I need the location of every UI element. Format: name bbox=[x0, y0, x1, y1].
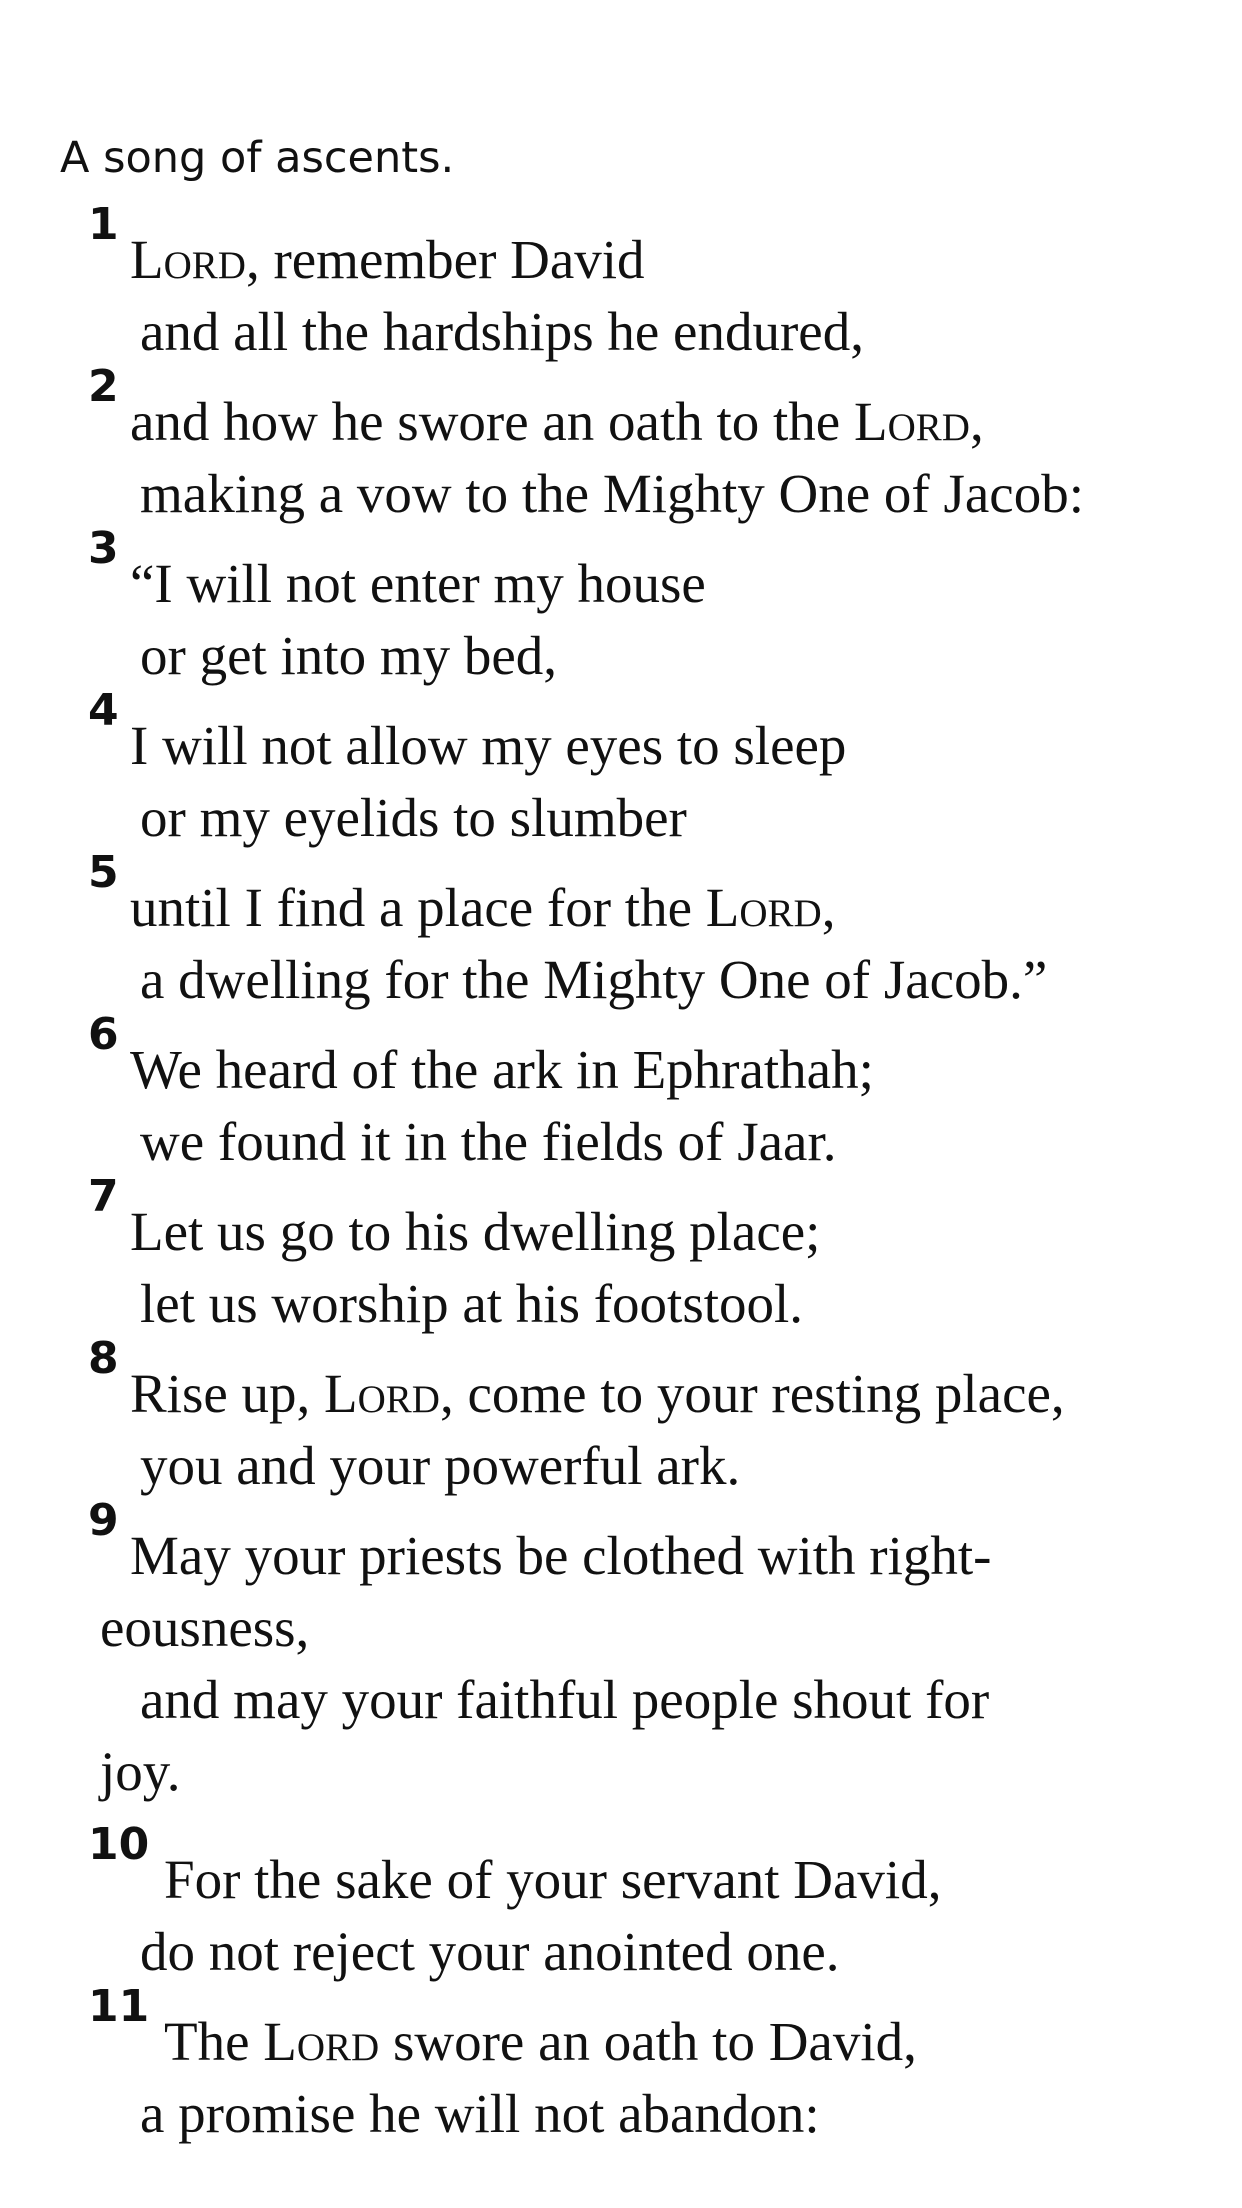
psalm-superscription: A song of ascents. bbox=[60, 133, 455, 183]
verse-line bbox=[140, 296, 864, 368]
verse-line bbox=[164, 1844, 941, 1916]
verse-line bbox=[140, 1430, 740, 1502]
verse-text: let us worship at his footstool. bbox=[140, 1273, 804, 1334]
verse-text: May your priests be clothed with right- bbox=[130, 1525, 992, 1586]
verse-text: The bbox=[164, 2011, 264, 2072]
verse-line bbox=[140, 458, 1084, 530]
verse-line bbox=[130, 1034, 874, 1106]
verse-number: 3 bbox=[88, 523, 119, 574]
verse-text: joy. bbox=[100, 1741, 181, 1802]
verse-text: , remember David bbox=[245, 229, 645, 290]
verse-number: 2 bbox=[88, 361, 119, 412]
verse-text: or my eyelids to slumber bbox=[140, 787, 687, 848]
verse-text: Let us go to his dwelling place; bbox=[130, 1201, 821, 1262]
verse-text: “I will not enter my house bbox=[130, 553, 706, 614]
verse-text: For the sake of your servant David, bbox=[164, 1849, 942, 1910]
verse-line bbox=[130, 1358, 1065, 1430]
verse-line bbox=[164, 2006, 917, 2078]
verse-text: eousness, bbox=[100, 1597, 310, 1658]
verse-text: making a vow to the Mighty One of Jacob: bbox=[140, 463, 1084, 524]
verse-line bbox=[130, 872, 835, 944]
verse-line bbox=[140, 944, 1047, 1016]
verse-text: Rise up, bbox=[130, 1363, 325, 1424]
verse-text: or get into my bed, bbox=[140, 625, 558, 686]
verse-number: 1 bbox=[88, 199, 119, 250]
verse-line bbox=[140, 2078, 820, 2150]
verse-line bbox=[140, 1916, 840, 1988]
verse-text: we found it in the fields of Jaar. bbox=[140, 1111, 837, 1172]
divine-name: Lord bbox=[324, 1363, 440, 1424]
divine-name: Lord bbox=[853, 391, 970, 452]
verse-text: and how he swore an oath to the bbox=[130, 391, 854, 452]
verse-text: , bbox=[821, 877, 836, 938]
verse-number: 8 bbox=[88, 1333, 119, 1384]
verse-line bbox=[130, 224, 645, 296]
verse-line bbox=[130, 548, 706, 620]
verse-number: 11 bbox=[88, 1981, 150, 2032]
verse-line bbox=[140, 1664, 989, 1736]
verse-text: a dwelling for the Mighty One of Jacob.” bbox=[140, 949, 1048, 1010]
verse-line bbox=[140, 782, 687, 854]
verse-text: swore an oath to David, bbox=[379, 2011, 917, 2072]
verse-number: 6 bbox=[88, 1009, 119, 1060]
verse-text: you and your powerful ark. bbox=[140, 1435, 741, 1496]
verse-text: We heard of the ark in Ephrathah; bbox=[130, 1039, 874, 1100]
verse-line bbox=[140, 1268, 803, 1340]
verse-text: and all the hardships he endured, bbox=[140, 301, 864, 362]
divine-name: Lord bbox=[705, 877, 822, 938]
divine-name: Lord bbox=[263, 2011, 380, 2072]
verse-line bbox=[130, 386, 984, 458]
verse-line bbox=[130, 1520, 992, 1592]
verse-line bbox=[140, 1106, 837, 1178]
verse-line bbox=[130, 1196, 820, 1268]
verse-text: and may your faithful people shout for bbox=[140, 1669, 990, 1730]
verse-number: 4 bbox=[88, 685, 119, 736]
verse-line bbox=[100, 1736, 180, 1808]
verse-number: 10 bbox=[88, 1819, 150, 1870]
verse-text: I will not allow my eyes to sleep bbox=[130, 715, 847, 776]
verse-text: do not reject your anointed one. bbox=[140, 1921, 840, 1982]
verse-number: 9 bbox=[88, 1495, 119, 1546]
verse-text: , come to your resting place, bbox=[439, 1363, 1065, 1424]
verse-line bbox=[130, 710, 846, 782]
verse-number: 5 bbox=[88, 847, 119, 898]
verse-text: a promise he will not abandon: bbox=[140, 2083, 820, 2144]
verse-line bbox=[140, 620, 557, 692]
verse-number: 7 bbox=[88, 1171, 119, 1222]
verse-text: , bbox=[969, 391, 984, 452]
verse-text: until I find a place for the bbox=[130, 877, 706, 938]
divine-name: Lord bbox=[130, 229, 246, 290]
verse-line bbox=[100, 1592, 309, 1664]
